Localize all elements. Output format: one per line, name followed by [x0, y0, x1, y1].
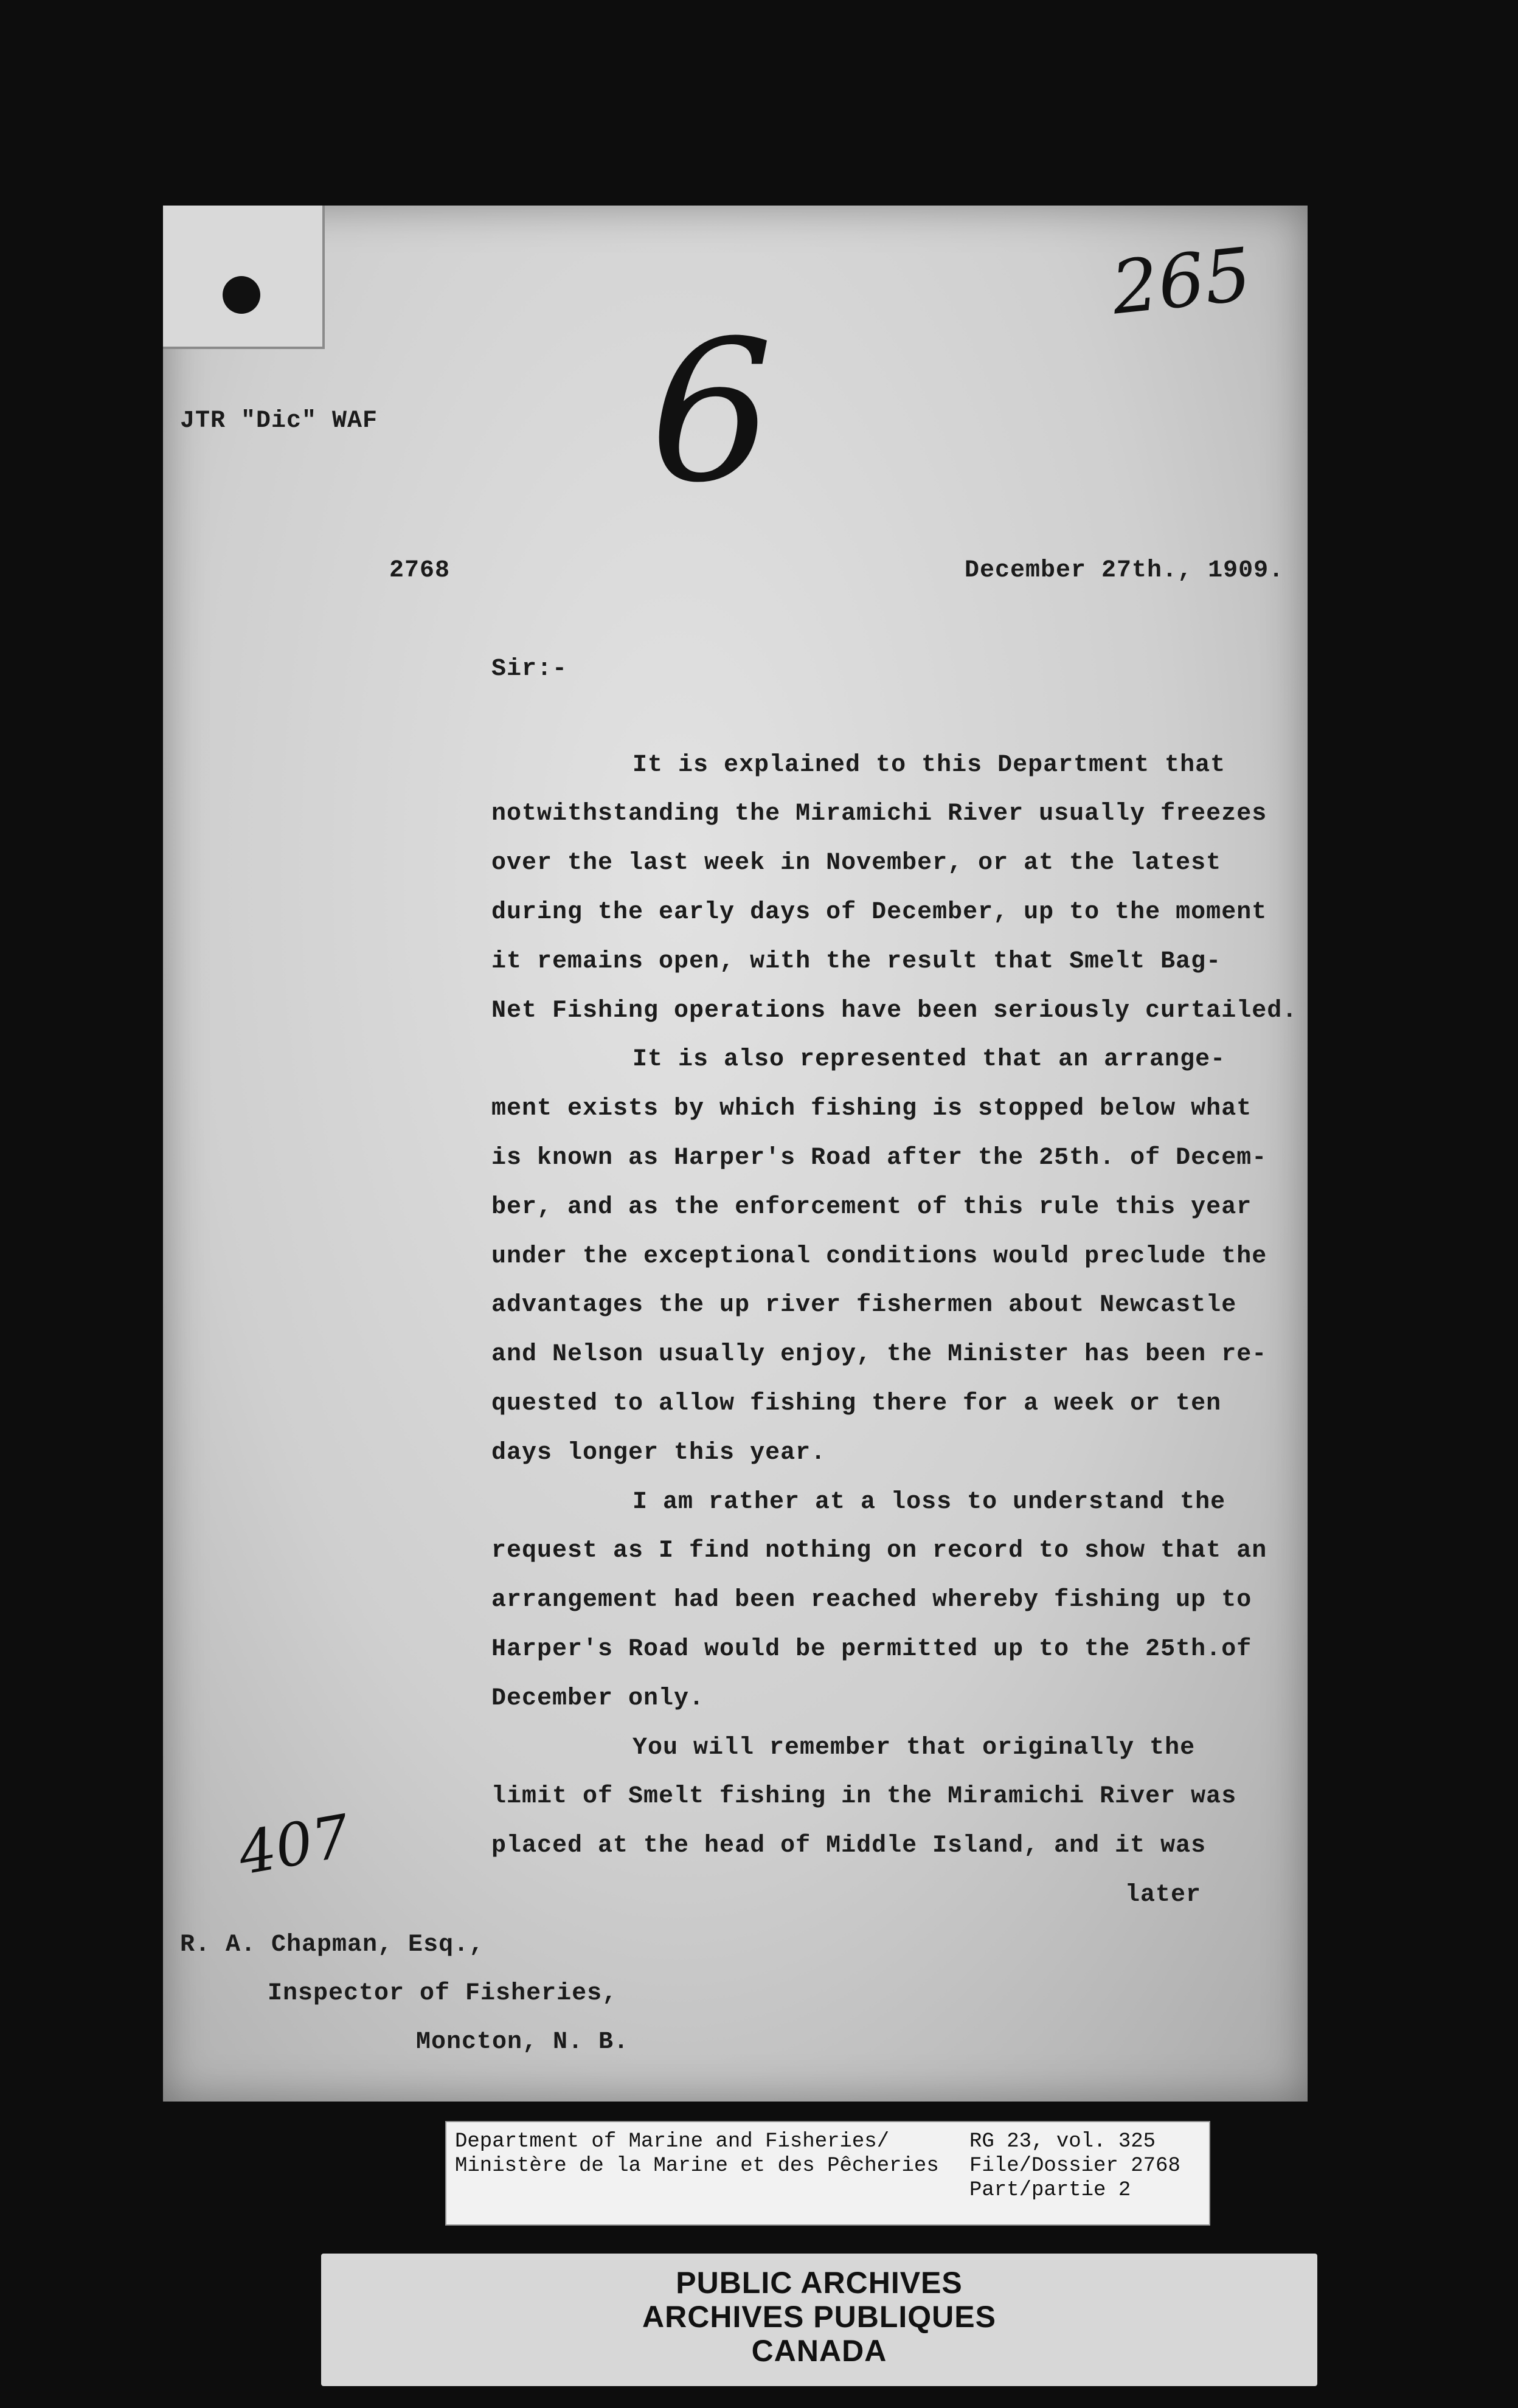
body-line: quested to allow fishing there for a week or ten [491, 1390, 1222, 1417]
letter-date: December 27th., 1909. [965, 557, 1284, 584]
body-line: ber, and as the enforcement of this rule this year [491, 1194, 1252, 1221]
body-line: I am rather at a loss to understand the [632, 1489, 1226, 1516]
body-line: December only. [491, 1685, 705, 1712]
body-line: it remains open, with the result that Smelt Bag- [491, 948, 1222, 975]
part-partie: Part/partie 2 [969, 2179, 1131, 2202]
body-line: You will remember that originally the [632, 1734, 1196, 1762]
continuation-word: later [1125, 1881, 1202, 1909]
body-line: Net Fishing operations have been seriously curtailed. [491, 997, 1298, 1025]
file-number: 2768 [389, 557, 451, 584]
body-line: and Nelson usually enjoy, the Minister has been re- [491, 1341, 1267, 1368]
body-line: limit of Smelt fishing in the Miramichi River was [491, 1783, 1237, 1810]
file-dossier: File/Dossier 2768 [969, 2154, 1180, 2178]
body-line: under the exceptional conditions would preclude the [491, 1243, 1267, 1270]
body-line: is known as Harper's Road after the 25th. of Decem- [491, 1144, 1267, 1172]
salutation: Sir:- [491, 656, 568, 683]
addressee-title: Inspector of Fisheries, [268, 1980, 618, 2007]
body-line: request as I find nothing on record to show that an [491, 1537, 1267, 1565]
body-line: placed at the head of Middle Island, and it was [491, 1832, 1207, 1860]
body-line: arrangement had been reached whereby fishing up to [491, 1586, 1252, 1614]
stamp-line-fr: ARCHIVES PUBLIQUES [642, 2300, 996, 2334]
letter-page [163, 206, 1308, 2102]
body-line: advantages the up river fishermen about Newcastle [491, 1292, 1237, 1319]
addressee-name: R. A. Chapman, Esq., [180, 1931, 485, 1959]
body-line: days longer this year. [491, 1439, 827, 1467]
stamp-line-en: PUBLIC ARCHIVES [676, 2266, 963, 2300]
body-line: during the early days of December, up to the moment [491, 899, 1267, 926]
stamp-line-country: CANADA [751, 2334, 887, 2368]
archive-reference-label [445, 2121, 1210, 2226]
body-line: It is explained to this Department that [632, 752, 1226, 779]
reference-initials: JTR "Dic" WAF [180, 407, 378, 435]
body-line: notwithstanding the Miramichi River usually freezes [491, 800, 1267, 828]
page-number-annotation: 265 [1107, 232, 1255, 331]
public-archives-stamp [321, 2254, 1317, 2386]
body-line: Harper's Road would be permitted up to the 25th.of [491, 1636, 1252, 1663]
body-line: It is also represented that an arrange- [632, 1046, 1226, 1073]
body-line: ment exists by which fishing is stopped below what [491, 1095, 1252, 1123]
body-line: over the last week in November, or at the latest [491, 849, 1222, 877]
punch-hole [223, 276, 260, 314]
addressee-location: Moncton, N. B. [416, 2029, 629, 2056]
department-name-en: Department of Marine and Fisheries/ [455, 2130, 890, 2153]
record-group: RG 23, vol. 325 [969, 2130, 1156, 2153]
department-name-fr: Ministère de la Marine et des Pêcheries [455, 2154, 939, 2178]
margin-note-annotation: 407 [233, 1801, 355, 1889]
large-numeral-annotation: 6 [650, 299, 774, 525]
